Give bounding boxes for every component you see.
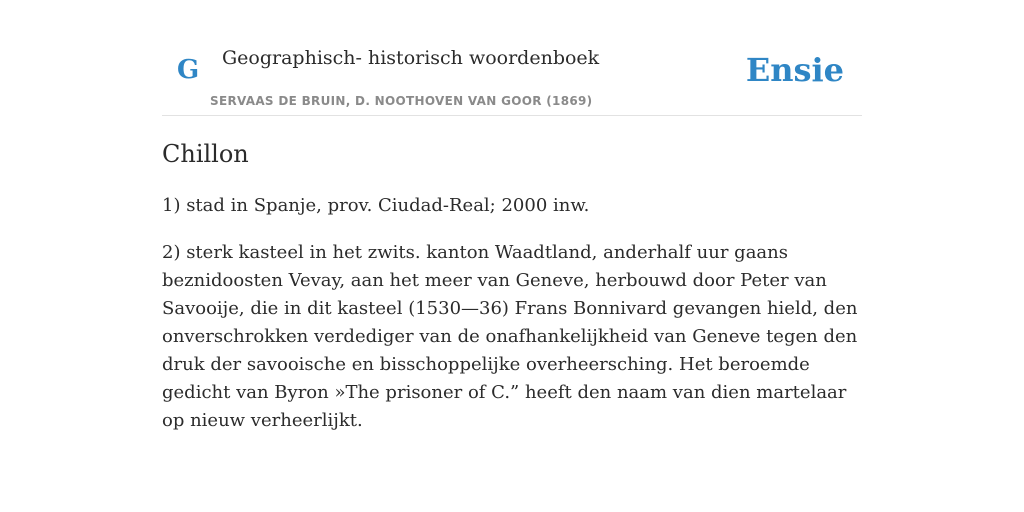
ensie-logo[interactable]: Ensie	[745, 51, 844, 89]
entry-body	[162, 192, 862, 454]
book-logo-icon[interactable]: G	[177, 55, 200, 85]
book-title-link[interactable]: Geographisch- historisch woordenboek	[222, 47, 600, 69]
book-authors: SERVAAS DE BRUIN, D. NOOTHOVEN VAN GOOR (1869)	[210, 94, 593, 108]
entry-title: Chillon	[162, 140, 249, 168]
book-header	[162, 0, 862, 116]
entry-paragraph-1: 1) stad in Spanje, prov. Ciudad-Real; 2000 inw.	[162, 195, 590, 216]
entry-paragraph-2: 2) sterk kasteel in het zwits. kanton Waadtland, anderhalf uur gaans beznidoosten Vevay, aan het meer van Geneve, herbouwd door Peter van Savooije, die in dit kasteel (1530—36) Frans Bonnivard gevangen hield, den onverschrokken verdediger van de onafhankelijkheid van Geneve tegen den druk der savooische en bisschoppelijke overheersching. Het beroemde gedicht van Byron »The prisoner of C.” heeft den naam van dien martelaar op nieuw verheerlijkt.	[162, 242, 858, 431]
page	[162, 0, 862, 431]
